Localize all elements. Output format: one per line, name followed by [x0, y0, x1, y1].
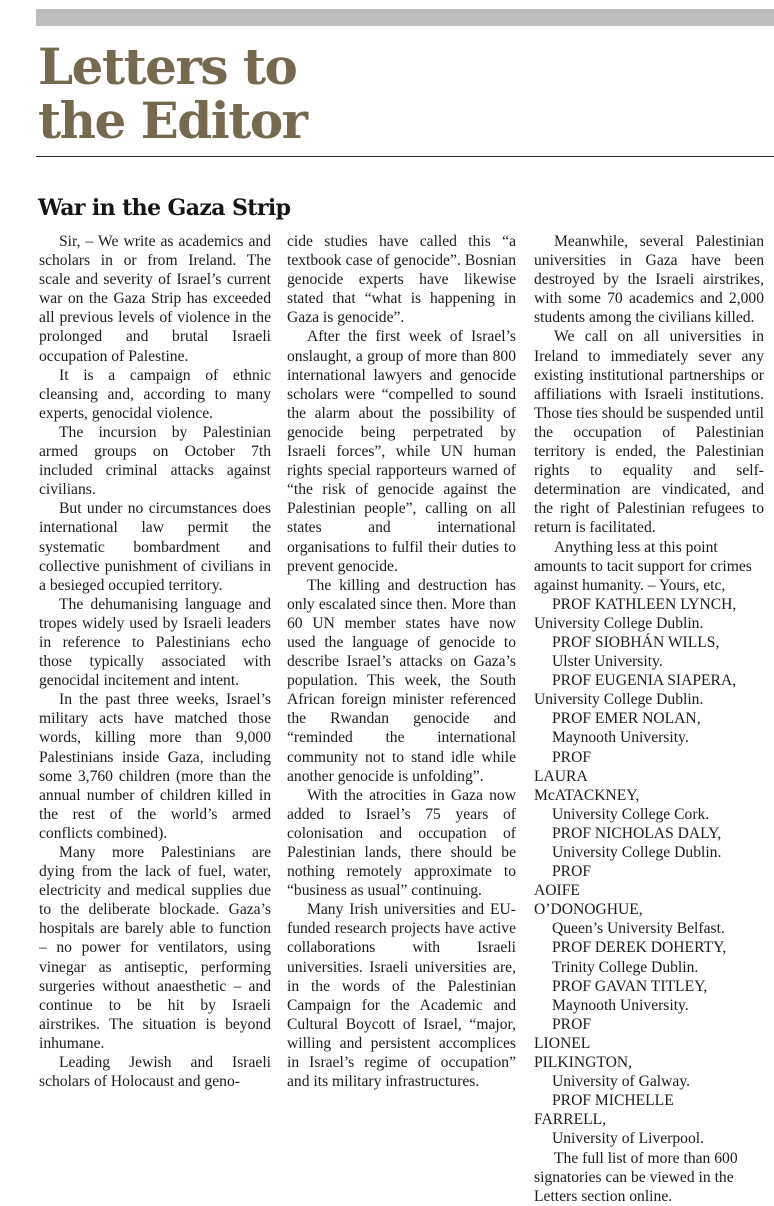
signatory-name: PROF MICHELLE FARRELL, — [534, 1092, 674, 1129]
paragraph: The incursion by Palestinian armed groups on October 7th included criminal attacks against civilians. — [39, 423, 271, 499]
paragraph: After the first week of Israel’s onslaught, a group of more than 800 international lawyers and genocide scholars were “compelled to sound the alarm about the possibility of genocide being perpetrated by Israeli forces”, while UN human rights special rapporteurs warned of “the risk of genocide against the Palestinian people”, calling on all states and international organisations to fulfil their duties to prevent genocide. — [287, 328, 516, 575]
signatory-institution: University College Dublin. — [552, 844, 722, 861]
paragraph: It is a campaign of ethnic cleansing and, according to many experts, genocidal violence. — [39, 366, 271, 422]
signatory-name: PROF KATHLEEN LYNCH, — [552, 595, 737, 613]
paragraph: Meanwhile, several Palestinian universities in Gaza have been destroyed by the Israeli airstrikes, with some 70 academics and 2,000 students among the civilians killed. — [534, 233, 764, 327]
signatory-institution: Trinity College Dublin. — [552, 958, 699, 976]
signatory-name: PROF EMER NOLAN, — [552, 710, 701, 728]
paragraph: Sir, – We write as academics and scholars in or from Ireland. The scale and severity of Israel’s current war on the Gaza Strip has exceeded all previous levels of violence in the prolonged and brutal Israeli occupation of Palestine. — [39, 233, 271, 365]
column-1 — [39, 232, 271, 1091]
signatory-name: PROF LAURA McATACKNEY, — [534, 748, 640, 804]
signatory-name: PROF GAVAN TITLEY, — [552, 977, 708, 995]
paragraph: But under no circumstances does international law permit the systematic bombardment and collective punishment of civilians in a besieged occupied territory. — [39, 500, 271, 594]
signatory-name: PROF AOIFE O’DONOGHUE, — [534, 863, 643, 919]
signatory-institution: Maynooth University. — [552, 729, 689, 747]
signatory-institution: University College Dublin. — [534, 614, 704, 632]
signatory-institution: University of Galway. — [552, 1073, 690, 1091]
signatory-name: PROF DEREK DOHERTY, — [552, 939, 727, 957]
paragraph: The dehumanising language and tropes widely used by Israeli leaders in reference to Palestinians echo those typically associated with genocidal incitement and intent. — [39, 595, 271, 690]
paragraph: We call on all universities in Ireland to immediately sever any existing institutional partnerships or affiliations with Israeli institutions. Those ties should be suspended until the occupation of Palestinian territory is ended, the Palestinian rights to equality and self-determination are vindicated, and the right of Palestinian refugees to return is facilitated. — [534, 328, 764, 537]
paragraph: The killing and destruction has only escalated since then. More than 60 UN member states have now used the language of genocide to describe Israel’s attacks on Gaza’s population. This week, the South African foreign minister referenced the Rwandan genocide and “reminded the international community not to stand idle while another genocide is unfolding”. — [287, 576, 516, 785]
signatory-institution: University College Dublin. — [534, 691, 704, 709]
column-2 — [287, 232, 516, 1091]
signatory-institution: Ulster University. — [552, 653, 663, 671]
paragraph: cide studies have called this “a textbook case of genocide”. Bosnian genocide experts have likewise stated that “what is happening in Gaza is genocide”. — [287, 233, 516, 327]
signatory-institution: University of Liverpool. — [552, 1130, 705, 1148]
paragraph: With the atrocities in Gaza now added to Israel’s 75 years of colonisation and occupation of Palestinian lands, there should be nothing remotely approximate to “business as usual” continuing. — [287, 786, 516, 900]
top-grey-bar — [36, 9, 774, 26]
letter-headline: War in the Gaza Strip — [38, 195, 291, 221]
signatory-institution: University College Cork. — [552, 805, 710, 823]
paragraph: Anything less at this point amounts to tacit support for crimes against humanity. – Yours, etc, — [534, 538, 752, 594]
signatory-name: PROF EUGENIA SIAPERA, — [552, 672, 737, 690]
signatory-name: PROF LIONEL PILKINGTON, — [534, 1015, 633, 1072]
signatory-name: PROF SIOBHÁN WILLS, — [552, 633, 720, 651]
signatory-name: PROF NICHOLAS DALY, — [552, 824, 722, 842]
masthead-line-2: the Editor — [38, 91, 307, 150]
paragraph: In the past three weeks, Israel’s military acts have matched those words, killing more than 9,000 Palestinians inside Gaza, including some 3,760 children (more than the annual number of children killed in the rest of the world’s armed conflicts combined). — [39, 691, 271, 842]
masthead-line-1: Letters to — [38, 37, 297, 96]
paragraph: Leading Jewish and Israeli scholars of Holocaust and geno- — [39, 1054, 271, 1091]
column-3 — [534, 232, 764, 1206]
paragraph: Many Irish universities and EU-funded research projects have active collaborations with Israeli universities. Israeli universities are, in the words of the Palestinian Campaign for the Academic and Cultural Boycott of Israel, “major, willing and persistent accomplices in Israel’s regime of occupation” and its military infrastructures. — [287, 901, 516, 1091]
section-masthead — [38, 37, 307, 150]
signatory-institution: Maynooth University. — [552, 996, 689, 1014]
paragraph: Many more Palestinians are dying from the lack of fuel, water, electricity and medical supplies due to the deliberate blockade. Gaza’s hospitals are barely able to function – no power for ventilators, using vinegar as antiseptic, performing surgeries without anaesthetic – and continue to be hit by Israeli airstrikes. The situation is beyond inhumane. — [39, 844, 271, 1052]
signatory-institution: Queen’s University Belfast. — [552, 920, 725, 938]
masthead-rule — [36, 156, 774, 157]
footer-note: The full list of more than 600 signatories can be viewed in the Letters section online. — [534, 1149, 738, 1205]
